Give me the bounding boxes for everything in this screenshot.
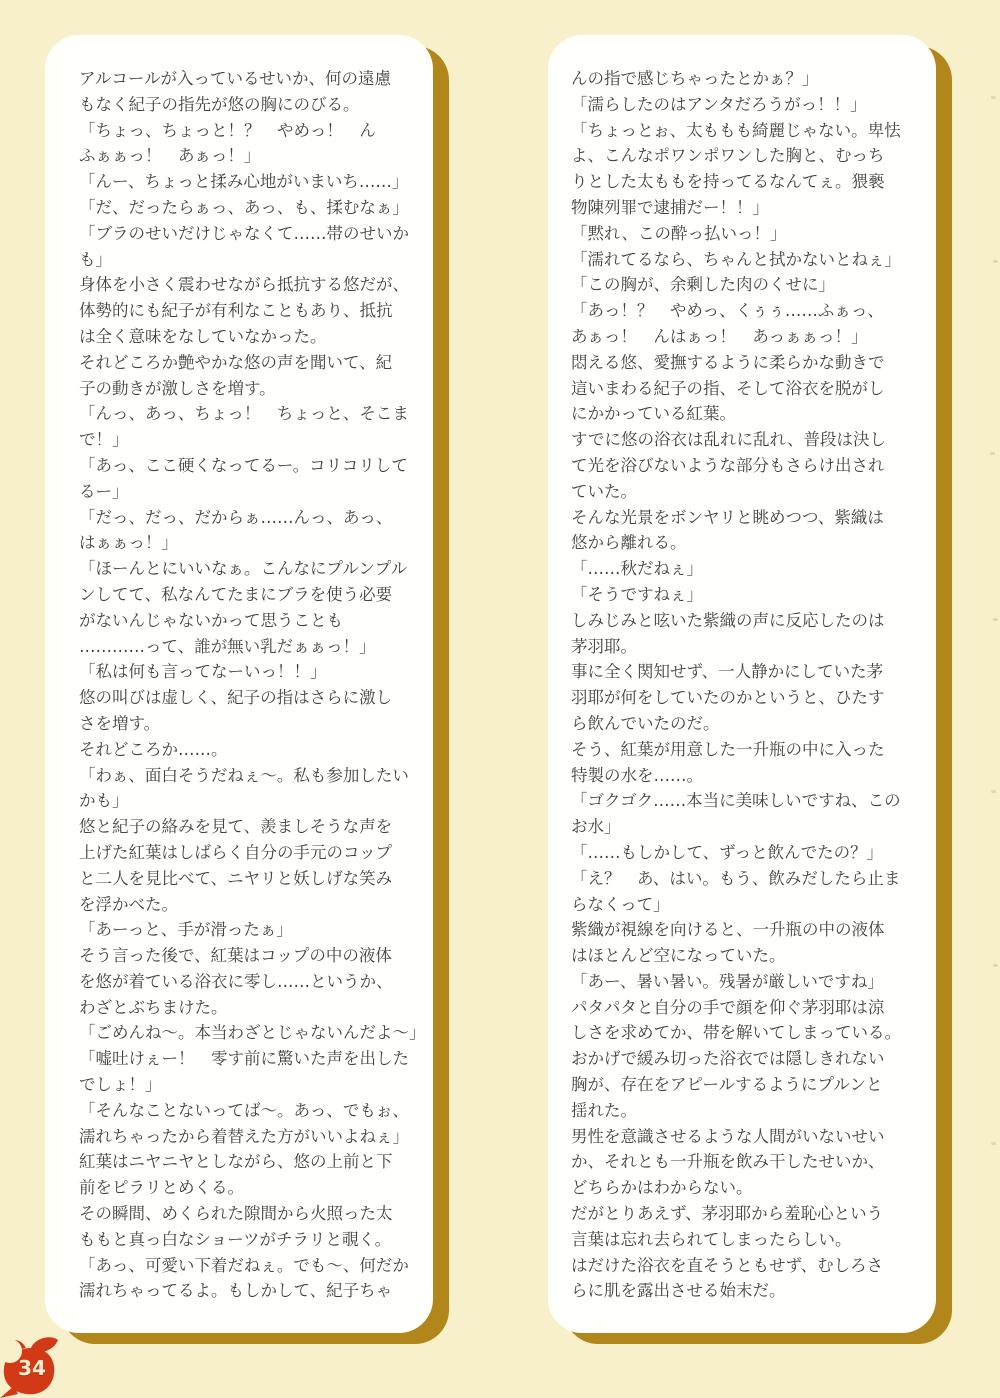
- text-line: ももと真っ白なショーツがチラリと覗く。: [79, 1229, 392, 1249]
- text-line: かも」: [79, 791, 129, 811]
- text-line: 「……もしかして、ずっと飲んでたの？」: [571, 842, 884, 862]
- text-line: はほとんど空になっていた。: [571, 946, 786, 966]
- text-line: わざとぶちまけた。: [79, 997, 228, 1017]
- text-line: 「そうですねぇ」: [571, 584, 703, 604]
- page-number-badge: [0, 1334, 62, 1398]
- scan-speck: [993, 618, 998, 621]
- text-line: ていた。: [571, 481, 637, 501]
- text-line: 「そんなことないってば～。あっ、でもぉ、: [79, 1100, 409, 1120]
- text-line: そんな光景をボンヤリと眺めつつ、紫織は: [571, 507, 884, 527]
- text-line: りとした太ももを持ってるなんてぇ。猥褻: [571, 172, 885, 192]
- scan-speck: [991, 1142, 996, 1145]
- text-line: 「ちょっとぉ、太ももも綺麗じゃない。卑怯: [571, 120, 901, 140]
- text-column-left: [45, 35, 433, 1304]
- text-line: を浮かべた。: [79, 894, 178, 914]
- text-line: 「ちょっ、ちょっと！？ やめっ！ ん: [79, 120, 376, 140]
- text-line: 「濡らしたのはアンタだろうがっ！！」: [571, 94, 867, 114]
- text-line: 「ゴクゴク……本当に美味しいですね、この: [571, 791, 901, 811]
- text-line: 悠の叫びは虚しく、紀子の指はさらに激し: [79, 688, 393, 708]
- text-line: んの指で感じちゃったとかぁ？」: [571, 69, 819, 88]
- text-line: ら飲んでいたのだ。: [571, 713, 720, 733]
- text-line: 「……秋だねぇ」: [571, 559, 703, 579]
- text-line: それどころか艶やかな悠の声を聞いて、紀: [79, 352, 393, 372]
- text-line: もなく紀子の指先が悠の胸にのびる。: [79, 94, 360, 114]
- text-column-right: [548, 35, 936, 1304]
- text-line: を悠が着ている浴衣に零し……というか、: [79, 971, 393, 991]
- scan-speck: [991, 790, 996, 793]
- text-line: 身体を小さく震わせながら抵抗する悠だが、: [79, 275, 409, 295]
- page-number: 34: [18, 1356, 46, 1380]
- text-line: 濡れちゃったから着替えた方がいいよねぇ」: [79, 1126, 409, 1146]
- text-line: さを増す。: [79, 713, 161, 733]
- text-line: 「あっ、可愛い下着だねぇ。でも～、何だか: [79, 1255, 409, 1275]
- text-line: るー」: [79, 481, 129, 501]
- text-line: 揺れた。: [571, 1100, 637, 1120]
- text-line: そう言った後で、紅葉はコップの中の液体: [79, 946, 392, 966]
- text-line: ンしてて、私なんてたまにブラを使う必要: [79, 584, 393, 604]
- text-line: 「あっ！？ やめっ、くぅぅ……ふぁっ、: [571, 301, 884, 321]
- text-line: か、それとも一升瓶を飲み干したせいか、: [571, 1152, 885, 1172]
- scan-speck: [993, 260, 998, 263]
- text-line: て光を浴びないような部分もさらけ出され: [571, 455, 885, 475]
- text-line: 前をピラリとめくる。: [79, 1178, 244, 1198]
- text-line: 体勢的にも紀子が有利なこともあり、抵抗: [79, 301, 393, 321]
- text-line: 物陳列罪で逮捕だー！！」: [571, 197, 769, 217]
- text-line: それどころか……。: [79, 739, 228, 759]
- scan-speck: [993, 964, 998, 967]
- text-line: 濡れちゃってるよ。もしかして、紀子ちゃ: [79, 1281, 393, 1301]
- text-line: 「あーっと、手が滑ったぁ」: [79, 920, 293, 940]
- text-line: しさを求めてか、帯を解いてしまっている。: [571, 1023, 901, 1043]
- text-line: 男性を意識させるような人間がいないせい: [571, 1126, 885, 1146]
- text-line: 「んー、ちょっと揉み心地がいまいち……」: [79, 172, 409, 192]
- text-line: 「黙れ、この酔っ払いっ！」: [571, 223, 787, 243]
- text-line: らなくって」: [571, 894, 670, 914]
- text-line: あぁっ！ んはぁっ！ あっぁぁっ！」: [571, 326, 868, 346]
- text-line: すでに悠の浴衣は乱れに乱れ、普段は決し: [571, 430, 886, 450]
- text-line: で！」: [79, 430, 129, 450]
- text-line: 「あっ、ここ硬くなってるー。コリコリして: [79, 455, 408, 475]
- text-line: よ、こんなポワンポワンした胸と、むっち: [571, 146, 885, 166]
- text-line: 「ほーんとにいいなぁ。こんなにプルンプル: [79, 559, 408, 579]
- text-line: 「ごめんね～。本当わざとじゃないんだよ～」: [79, 1023, 426, 1043]
- text-line: 「んっ、あっ、ちょっ！ ちょっと、そこま: [79, 404, 409, 424]
- text-line: お水」: [571, 817, 621, 837]
- text-line: がないんじゃないかって思うことも: [79, 610, 343, 630]
- text-line: 「だ、だったらぁっ、あっ、も、揉むなぁ」: [79, 197, 409, 217]
- text-line: でしょ！」: [79, 1075, 162, 1095]
- text-line: はだけた浴衣を直そうともせず、むしろさ: [571, 1255, 884, 1275]
- text-line: 子の動きが激しさを増す。: [79, 378, 276, 398]
- text-line: 羽耶が何をしていたのかというと、ひたす: [571, 688, 885, 708]
- text-line: その瞬間、めくられた隙間から火照った太: [79, 1204, 393, 1224]
- text-panel-right: [548, 35, 936, 1333]
- scan-speck: [991, 96, 996, 99]
- text-line: 「わぁ、面白そうだねぇ～。私も参加したい: [79, 765, 409, 785]
- text-line: 「嘘吐けぇー！ 零す前に驚いた声を出した: [79, 1049, 409, 1069]
- text-line: 「あー、暑い暑い。残暑が厳しいですね」: [571, 971, 884, 991]
- text-line: 胸が、存在をアピールするようにプルンと: [571, 1075, 883, 1095]
- text-line: おかげで緩み切った浴衣では隠しきれない: [571, 1049, 885, 1069]
- text-line: パタパタと自分の手で顔を仰ぐ茅羽耶は涼: [571, 997, 885, 1017]
- text-line: 言葉は忘れ去られてしまったらしい。: [571, 1229, 852, 1249]
- text-line: 「ブラのせいだけじゃなくて……帯のせいか: [79, 223, 409, 243]
- text-line: 悶える悠、愛撫するように柔らかな動きで: [571, 352, 885, 372]
- text-line: 特製の水を……。: [571, 765, 703, 785]
- text-line: 「濡れてるなら、ちゃんと拭かないとねぇ」: [571, 249, 901, 269]
- text-line: 上げた紅葉はしばらく自分の手元のコップ: [79, 842, 393, 862]
- text-line: 紫織が視線を向けると、一升瓶の中の液体: [571, 920, 885, 940]
- text-line: 事に全く関知せず、一人静かにしていた茅: [571, 662, 884, 682]
- text-line: も」: [79, 249, 112, 269]
- text-panel-left: [45, 35, 433, 1333]
- text-line: 「だっ、だっ、だからぁ……んっ、あっ、: [79, 507, 393, 527]
- text-line: 茅羽耶。: [571, 636, 637, 656]
- text-line: は全く意味をなしていなかった。: [79, 326, 327, 346]
- text-line: アルコールが入っているせいか、何の遠慮: [79, 69, 392, 88]
- text-line: 「この胸が、余剰した肉のくせに」: [571, 275, 835, 295]
- text-line: 「え？ あ、はい。もう、飲みだしたら止ま: [571, 868, 901, 888]
- text-line: だがとりあえず、茅羽耶から羞恥心という: [571, 1204, 884, 1224]
- text-line: 「私は何も言ってなーいっ！！」: [79, 662, 327, 682]
- text-line: 紅葉はニヤニヤとしながら、悠の上前と下: [79, 1152, 393, 1172]
- text-line: そう、紅葉が用意した一升瓶の中に入った: [571, 739, 885, 759]
- text-line: …………って、誰が無い乳だぁぁっ！」: [79, 636, 376, 656]
- text-line: 悠と紀子の絡みを見て、羨ましそうな声を: [79, 817, 393, 837]
- text-line: しみじみと呟いた紫織の声に反応したのは: [571, 610, 885, 630]
- text-line: にかかっている紅葉。: [571, 404, 736, 424]
- text-line: 這いまわる紀子の指、そして浴衣を脱がし: [571, 378, 885, 398]
- text-line: らに肌を露出させる始末だ。: [571, 1281, 786, 1301]
- text-line: と二人を見比べて、ニヤリと妖しげな笑み: [79, 868, 393, 888]
- text-line: 悠から離れる。: [571, 533, 687, 553]
- text-line: どちらかはわからない。: [571, 1178, 753, 1198]
- text-line: はぁぁっ！」: [79, 533, 178, 553]
- text-line: ふぁぁっ！ あぁっ！」: [79, 146, 261, 166]
- scan-speck: [990, 452, 995, 455]
